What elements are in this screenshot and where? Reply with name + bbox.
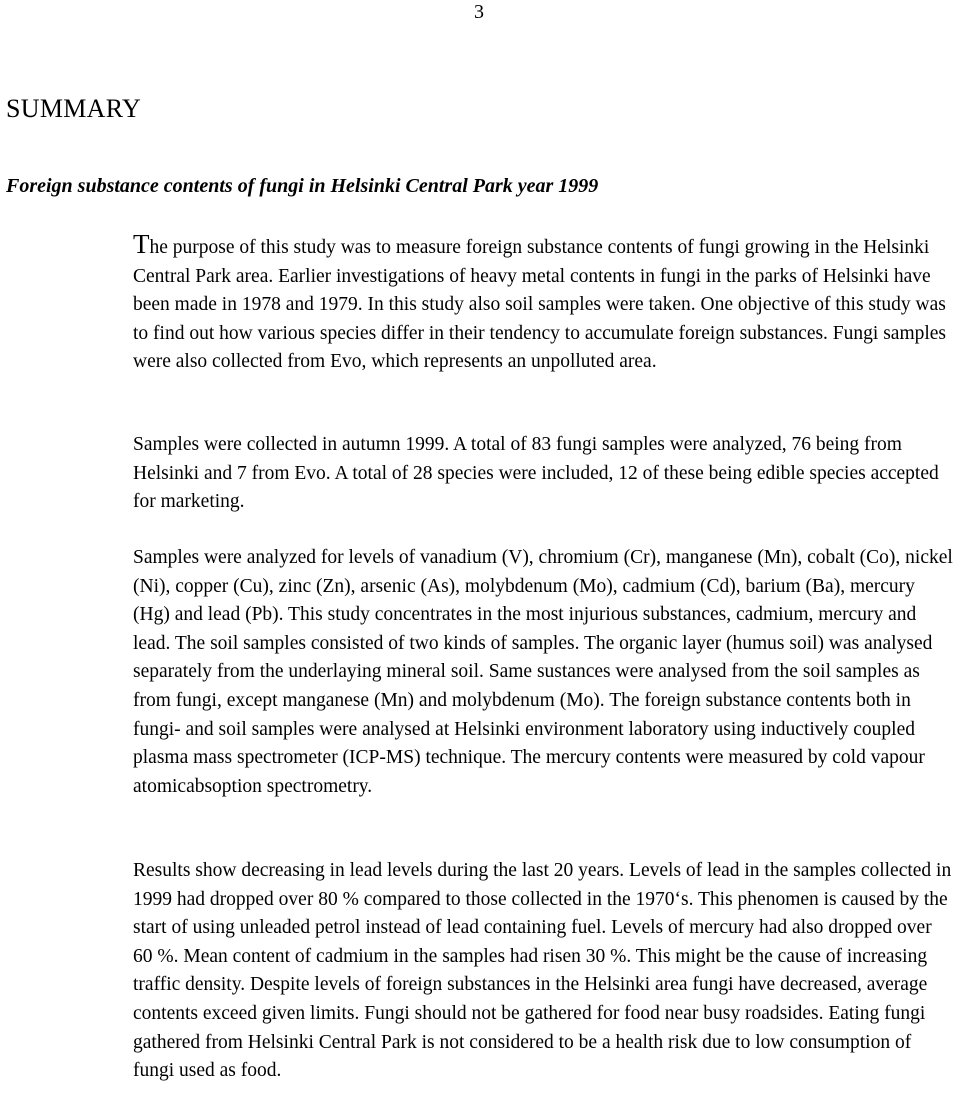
paragraph-methods: Samples were analyzed for levels of vanadium (V), chromium (Cr), manganese (Mn), cobalt (Co), nickel (Ni), copper (Cu), zinc (Zn), arsenic (As), molybdenum (Mo), cadmium (Cd), barium (Ba), mercury (Hg) and lead (Pb). This study concentrates in the most injurious substances, cadmium, mercury and lead. The soil samples consisted of two kinds of samples. The organic layer (humus soil) was analysed separately from the underlaying mineral soil. Same sustances were analysed from the soil samples as from fungi, except manganese (Mn) and molybdenum (Mo). The foreign substance contents both in fungi- and soil samples were analysed at Helsinki environment laboratory using inductively coupled plasma mass spectrometer (ICP-MS) technique. The mercury contents were measured by cold vapour atomicabsoption spectrometry. — [133, 547, 953, 797]
page-number: 3 — [474, 1, 484, 23]
paragraph-results: Results show decreasing in lead levels during the last 20 years. Levels of lead in the samples collected in 1999 had dropped over 80 % compared to those collected in the 1970‘s. This phenomen is caused by the start of using unleaded petrol instead of lead containing fuel. Levels of mercury had also dropped over 60 %. Mean content of cadmium in the samples had risen 30 %. This might be the cause of increasing traffic density. Despite levels of foreign substances in the Helsinki area fungi have decreased, average contents exceed given limits. Fungi should not be gathered for food near busy roadsides. Eating fungi gathered from Helsinki Central Park is not considered to be a health risk due to low consumption of fungi used as food. — [133, 860, 952, 1082]
paragraph-purpose — [133, 229, 955, 377]
drop-cap: T — [133, 229, 150, 259]
section-heading: SUMMARY — [6, 94, 142, 123]
paragraph-text: he purpose of this study was to measure foreign substance contents of fungi growing in the Helsinki Central Park area. Earlier investigations of heavy metal contents in fungi in the parks of Helsinki have been made in 1978 and 1979. In this study also soil samples were taken. One objective of this study was to find out how various species differ in their tendency to accumulate foreign substances. Fungi samples were also collected from Evo, which represents an unpolluted area. — [133, 237, 947, 373]
document-title: Foreign substance contents of fungi in Helsinki Central Park year 1999 — [6, 175, 599, 197]
paragraph-samples: Samples were collected in autumn 1999. A total of 83 fungi samples were analyzed, 76 being from Helsinki and 7 from Evo. A total of 28 species were included, 12 of these being edible species accepted for marketing. — [133, 434, 939, 513]
